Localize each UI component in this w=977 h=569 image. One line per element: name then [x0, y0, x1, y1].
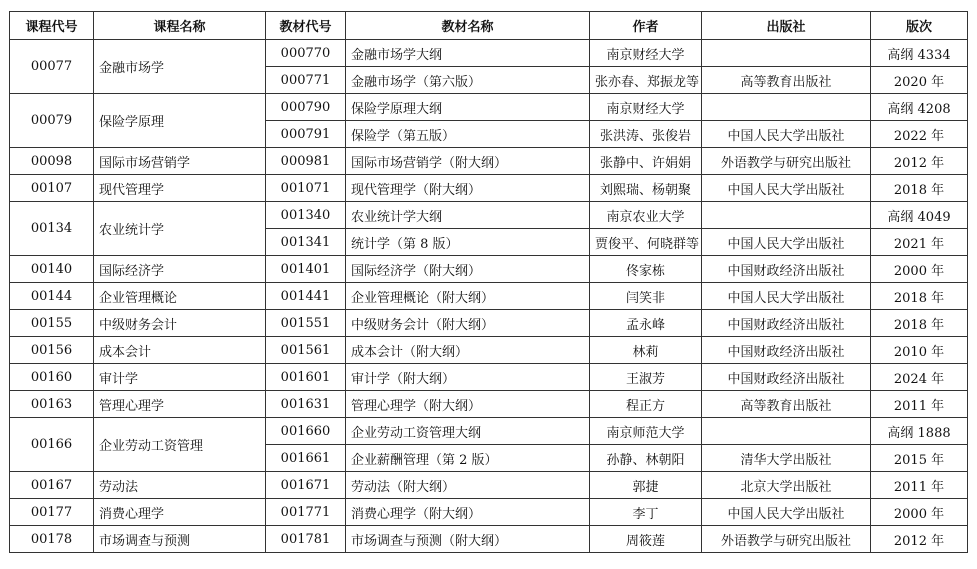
edition-cell: 2000 年: [871, 499, 968, 526]
table-row: [10, 526, 968, 553]
author-cell: 张洪涛、张俊岩: [590, 121, 702, 148]
book-code-cell: 000791: [266, 121, 346, 148]
edition-cell: 2020 年: [871, 67, 968, 94]
book-code-cell: 001071: [266, 175, 346, 202]
course-name-cell: 管理心理学: [94, 391, 266, 418]
publisher-cell: [702, 40, 871, 67]
book-code-cell: 001441: [266, 283, 346, 310]
course-name-cell: 保险学原理: [94, 94, 266, 148]
edition-cell: 2021 年: [871, 229, 968, 256]
edition-cell: 2018 年: [871, 283, 968, 310]
edition-cell: 2024 年: [871, 364, 968, 391]
book-name-cell: 国际市场营销学（附大纲）: [346, 148, 590, 175]
book-name-cell: 中级财务会计（附大纲）: [346, 310, 590, 337]
author-cell: 王淑芳: [590, 364, 702, 391]
book-name-cell: 国际经济学（附大纲）: [346, 256, 590, 283]
author-cell: 闫笑非: [590, 283, 702, 310]
header-course-name: 课程名称: [94, 12, 266, 40]
course-name-cell: 现代管理学: [94, 175, 266, 202]
book-code-cell: 001341: [266, 229, 346, 256]
author-cell: 李丁: [590, 499, 702, 526]
course-code-cell: 00134: [10, 202, 94, 256]
book-name-cell: 劳动法（附大纲）: [346, 472, 590, 499]
course-code-cell: 00140: [10, 256, 94, 283]
book-name-cell: 统计学（第 8 版）: [346, 229, 590, 256]
edition-cell: 2022 年: [871, 121, 968, 148]
header-book-name: 教材名称: [346, 12, 590, 40]
course-name-cell: 农业统计学: [94, 202, 266, 256]
book-code-cell: 000981: [266, 148, 346, 175]
publisher-cell: 中国人民大学出版社: [702, 499, 871, 526]
author-cell: 孙静、林朝阳: [590, 445, 702, 472]
publisher-cell: 外语教学与研究出版社: [702, 526, 871, 553]
course-code-cell: 00156: [10, 337, 94, 364]
author-cell: 孟永峰: [590, 310, 702, 337]
book-code-cell: 001771: [266, 499, 346, 526]
edition-cell: 2012 年: [871, 526, 968, 553]
course-name-cell: 企业劳动工资管理: [94, 418, 266, 472]
header-author: 作者: [590, 12, 702, 40]
course-code-cell: 00163: [10, 391, 94, 418]
course-name-cell: 金融市场学: [94, 40, 266, 94]
publisher-cell: 中国人民大学出版社: [702, 175, 871, 202]
edition-cell: 高纲 4208: [871, 94, 968, 121]
publisher-cell: [702, 94, 871, 121]
edition-cell: 2011 年: [871, 391, 968, 418]
edition-cell: 2015 年: [871, 445, 968, 472]
book-code-cell: 000771: [266, 67, 346, 94]
publisher-cell: 中国财政经济出版社: [702, 337, 871, 364]
course-name-cell: 审计学: [94, 364, 266, 391]
table-row: [10, 364, 968, 391]
header-course-code: 课程代号: [10, 12, 94, 40]
course-code-cell: 00155: [10, 310, 94, 337]
course-code-cell: 00178: [10, 526, 94, 553]
publisher-cell: 高等教育出版社: [702, 391, 871, 418]
author-cell: 刘熙瑞、杨朝聚: [590, 175, 702, 202]
course-code-cell: 00177: [10, 499, 94, 526]
book-code-cell: 001340: [266, 202, 346, 229]
author-cell: 贾俊平、何晓群等: [590, 229, 702, 256]
course-name-cell: 企业管理概论: [94, 283, 266, 310]
book-name-cell: 市场调查与预测（附大纲）: [346, 526, 590, 553]
publisher-cell: 中国人民大学出版社: [702, 283, 871, 310]
table-row: [10, 499, 968, 526]
course-name-cell: 国际市场营销学: [94, 148, 266, 175]
book-name-cell: 保险学（第五版）: [346, 121, 590, 148]
book-name-cell: 企业管理概论（附大纲）: [346, 283, 590, 310]
table-row: [10, 40, 968, 67]
table-row: [10, 202, 968, 229]
publisher-cell: [702, 202, 871, 229]
course-code-cell: 00077: [10, 40, 94, 94]
author-cell: 南京财经大学: [590, 40, 702, 67]
author-cell: 程正方: [590, 391, 702, 418]
book-name-cell: 企业薪酬管理（第 2 版）: [346, 445, 590, 472]
book-name-cell: 农业统计学大纲: [346, 202, 590, 229]
table-row: [10, 418, 968, 445]
edition-cell: 2010 年: [871, 337, 968, 364]
course-name-cell: 成本会计: [94, 337, 266, 364]
publisher-cell: 中国财政经济出版社: [702, 310, 871, 337]
book-name-cell: 企业劳动工资管理大纲: [346, 418, 590, 445]
textbook-table: [9, 11, 968, 553]
publisher-cell: 高等教育出版社: [702, 67, 871, 94]
course-code-cell: 00160: [10, 364, 94, 391]
course-code-cell: 00144: [10, 283, 94, 310]
edition-cell: 高纲 4049: [871, 202, 968, 229]
course-code-cell: 00167: [10, 472, 94, 499]
author-cell: 佟家栋: [590, 256, 702, 283]
book-name-cell: 金融市场学（第六版）: [346, 67, 590, 94]
publisher-cell: 中国人民大学出版社: [702, 121, 871, 148]
course-name-cell: 中级财务会计: [94, 310, 266, 337]
book-code-cell: 001660: [266, 418, 346, 445]
course-code-cell: 00098: [10, 148, 94, 175]
book-name-cell: 金融市场学大纲: [346, 40, 590, 67]
publisher-cell: 外语教学与研究出版社: [702, 148, 871, 175]
author-cell: 周筱莲: [590, 526, 702, 553]
book-name-cell: 管理心理学（附大纲）: [346, 391, 590, 418]
table-row: [10, 337, 968, 364]
publisher-cell: [702, 418, 871, 445]
author-cell: 林莉: [590, 337, 702, 364]
edition-cell: 2012 年: [871, 148, 968, 175]
book-code-cell: 000770: [266, 40, 346, 67]
book-code-cell: 000790: [266, 94, 346, 121]
edition-cell: 2018 年: [871, 310, 968, 337]
course-code-cell: 00107: [10, 175, 94, 202]
author-cell: 南京农业大学: [590, 202, 702, 229]
table-row: [10, 148, 968, 175]
header-row: [10, 12, 968, 40]
book-code-cell: 001661: [266, 445, 346, 472]
book-code-cell: 001631: [266, 391, 346, 418]
book-name-cell: 成本会计（附大纲）: [346, 337, 590, 364]
author-cell: 南京师范大学: [590, 418, 702, 445]
course-code-cell: 00166: [10, 418, 94, 472]
header-book-code: 教材代号: [266, 12, 346, 40]
author-cell: 张亦春、郑振龙等: [590, 67, 702, 94]
publisher-cell: 清华大学出版社: [702, 445, 871, 472]
book-code-cell: 001401: [266, 256, 346, 283]
book-code-cell: 001781: [266, 526, 346, 553]
book-code-cell: 001671: [266, 472, 346, 499]
author-cell: 张静中、许娟娟: [590, 148, 702, 175]
edition-cell: 高纲 1888: [871, 418, 968, 445]
book-code-cell: 001551: [266, 310, 346, 337]
table-row: [10, 310, 968, 337]
edition-cell: 2018 年: [871, 175, 968, 202]
edition-cell: 2011 年: [871, 472, 968, 499]
publisher-cell: 中国人民大学出版社: [702, 229, 871, 256]
book-name-cell: 现代管理学（附大纲）: [346, 175, 590, 202]
course-name-cell: 劳动法: [94, 472, 266, 499]
table-row: [10, 256, 968, 283]
course-name-cell: 市场调查与预测: [94, 526, 266, 553]
book-name-cell: 保险学原理大纲: [346, 94, 590, 121]
table-row: [10, 175, 968, 202]
table-row: [10, 391, 968, 418]
table-row: [10, 283, 968, 310]
book-name-cell: 审计学（附大纲）: [346, 364, 590, 391]
edition-cell: 高纲 4334: [871, 40, 968, 67]
edition-cell: 2000 年: [871, 256, 968, 283]
course-name-cell: 消费心理学: [94, 499, 266, 526]
book-code-cell: 001561: [266, 337, 346, 364]
publisher-cell: 中国财政经济出版社: [702, 364, 871, 391]
book-code-cell: 001601: [266, 364, 346, 391]
table-row: [10, 472, 968, 499]
author-cell: 郭捷: [590, 472, 702, 499]
course-name-cell: 国际经济学: [94, 256, 266, 283]
table-row: [10, 94, 968, 121]
publisher-cell: 北京大学出版社: [702, 472, 871, 499]
course-code-cell: 00079: [10, 94, 94, 148]
header-edition: 版次: [871, 12, 968, 40]
book-name-cell: 消费心理学（附大纲）: [346, 499, 590, 526]
header-publisher: 出版社: [702, 12, 871, 40]
table-body: [10, 40, 968, 553]
author-cell: 南京财经大学: [590, 94, 702, 121]
publisher-cell: 中国财政经济出版社: [702, 256, 871, 283]
